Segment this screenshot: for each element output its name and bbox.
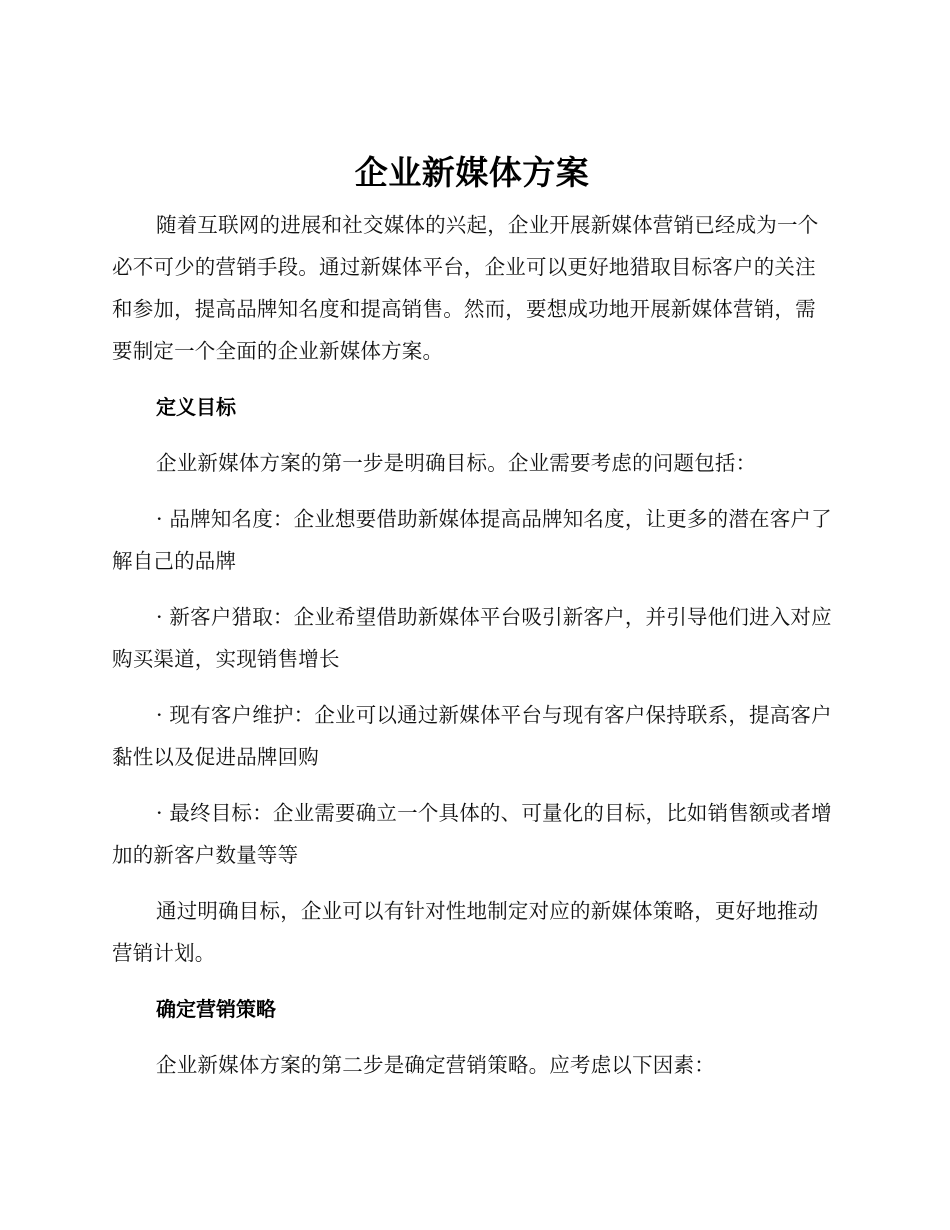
document-title: 企业新媒体方案 [354, 153, 590, 192]
bullet-new-customers: · 新客户猎取：企业希望借助新媒体平台吸引新客户，并引导他们进入对应购买渠道，实现销售增长 [112, 605, 832, 671]
section-heading-marketing-strategy: 确定营销策略 [156, 997, 276, 1021]
section1-lead-paragraph: 企业新媒体方案的第一步是明确目标。企业需要考虑的问题包括： [156, 451, 757, 475]
bullet-customer-retention: · 现有客户维护：企业可以通过新媒体平台与现有客户保持联系，提高客户黏性以及促进品牌回购 [112, 703, 832, 769]
bullet-final-goal: · 最终目标：企业需要确立一个具体的、可量化的目标，比如销售额或者增加的新客户数量等等 [112, 801, 832, 867]
intro-paragraph: 随着互联网的进展和社交媒体的兴起，企业开展新媒体营销已经成为一个必不可少的营销手段。通过新媒体平台，企业可以更好地猎取目标客户的关注和参加，提高品牌知名度和提高销售。然而，要想成功地开展新媒体营销，需要制定一个全面的企业新媒体方案。 [112, 213, 819, 363]
section1-closing-paragraph: 通过明确目标，企业可以有针对性地制定对应的新媒体策略，更好地推动营销计划。 [112, 899, 819, 965]
section2-lead-paragraph: 企业新媒体方案的第二步是确定营销策略。应考虑以下因素： [156, 1053, 715, 1077]
section-heading-define-goals: 定义目标 [156, 395, 236, 419]
document-page [112, 150, 832, 1100]
bullet-brand-awareness: · 品牌知名度：企业想要借助新媒体提高品牌知名度，让更多的潜在客户了解自己的品牌 [112, 507, 832, 573]
